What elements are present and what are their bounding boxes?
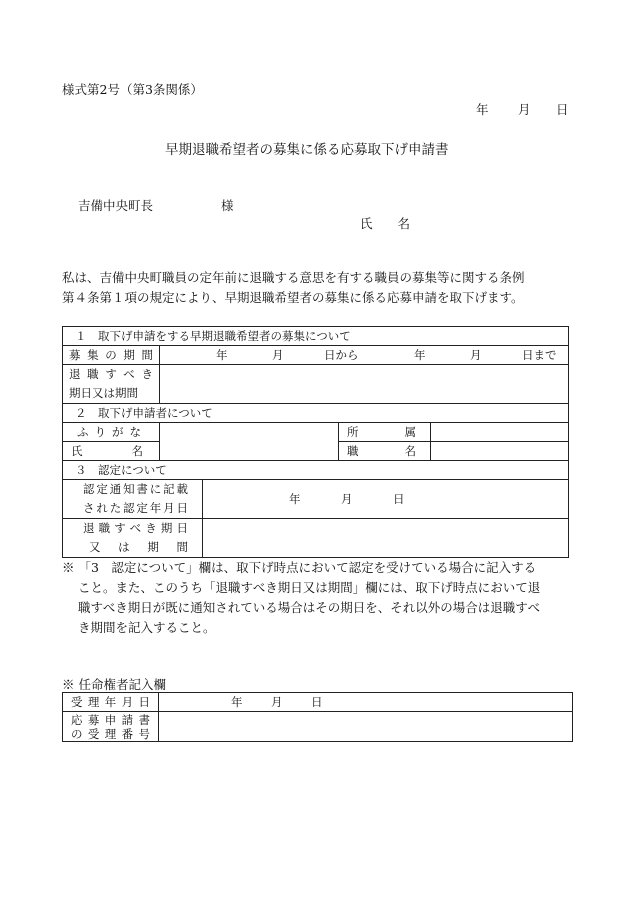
retirement-date-label-line-1: 退職すべき bbox=[69, 367, 153, 381]
body-text-line-1: 私は、吉備中央町職員の定年前に退職する意思を有する職員の募集等に関する条例 bbox=[62, 270, 525, 285]
retirement-date-2-label bbox=[63, 519, 203, 558]
received-year: 年 bbox=[231, 695, 243, 709]
furigana-label: ふりがな bbox=[63, 423, 160, 442]
recruitment-period-row bbox=[63, 346, 569, 365]
section-3-row bbox=[63, 461, 569, 480]
period-month-2: 月 bbox=[470, 348, 482, 362]
section-2-row bbox=[63, 404, 569, 423]
receipt-number-label-line-2: の受理番号 bbox=[71, 726, 150, 741]
retirement-date-2-field[interactable] bbox=[203, 519, 569, 558]
receipt-number-label bbox=[63, 712, 159, 742]
recruitment-period-field[interactable] bbox=[160, 346, 569, 365]
appointer-heading: ※ 任命権者記入欄 bbox=[62, 677, 166, 692]
section-3-heading: ３ 認定について bbox=[63, 461, 569, 480]
recruitment-period-label: 募集の期間 bbox=[63, 346, 160, 365]
section-1-heading: １ 取下げ申請をする早期退職希望者の募集について bbox=[63, 327, 569, 346]
section-2-heading: ２ 取下げ申請者について bbox=[63, 404, 569, 423]
applicant-name-label: 氏 名 bbox=[360, 216, 411, 231]
certification-date-label bbox=[63, 480, 203, 519]
furigana-field[interactable] bbox=[160, 423, 339, 442]
period-year-1: 年 bbox=[216, 348, 228, 362]
retirement-date-field[interactable] bbox=[160, 365, 569, 404]
received-date-label: 受理年月日 bbox=[63, 693, 159, 712]
date-month: 月 bbox=[518, 102, 531, 117]
period-day-2: 日まで bbox=[522, 348, 557, 362]
certification-date-field[interactable] bbox=[203, 480, 569, 519]
cert-date-year: 年 bbox=[289, 492, 301, 506]
addressee-honorific: 様 bbox=[221, 198, 234, 213]
period-day-1: 日から bbox=[324, 348, 359, 362]
received-date-field[interactable] bbox=[159, 693, 573, 712]
certification-date-row bbox=[63, 480, 569, 519]
retirement-date-label bbox=[63, 365, 160, 404]
certification-date-label-line-1: 認定通知書に記載 bbox=[83, 482, 188, 496]
form-label: 様式第2号（第3条関係） bbox=[62, 82, 203, 97]
application-table bbox=[62, 326, 569, 558]
date-day: 日 bbox=[556, 102, 569, 117]
receipt-number-row bbox=[63, 712, 573, 742]
retirement-date-2-label-line-2: 又は期間 bbox=[89, 540, 188, 554]
receipt-number-field[interactable] bbox=[159, 712, 573, 742]
applicant-name-row bbox=[63, 442, 569, 461]
section-1-row bbox=[63, 327, 569, 346]
retirement-date-2-row bbox=[63, 519, 569, 558]
document-title: 早期退職希望者の募集に係る応募取下げ申請書 bbox=[165, 142, 449, 158]
received-month: 月 bbox=[271, 695, 283, 709]
certification-date-label-line-2: された認定年月日 bbox=[83, 501, 188, 515]
name-field[interactable] bbox=[160, 442, 339, 461]
position-field[interactable] bbox=[431, 442, 569, 461]
affiliation-label: 所属 bbox=[339, 423, 431, 442]
received-date-row bbox=[63, 693, 573, 712]
period-year-2: 年 bbox=[414, 348, 426, 362]
note-line-4: き期間を記入すること。 bbox=[78, 620, 216, 635]
cert-date-day: 日 bbox=[393, 492, 405, 506]
note-line-2: こと。また、このうち「退職すべき期日又は期間」欄には、取下げ時点において退 bbox=[78, 580, 541, 595]
addressee-name: 吉備中央町長 bbox=[78, 198, 154, 213]
period-month-1: 月 bbox=[272, 348, 284, 362]
body-text-line-2: 第４条第１項の規定により、早期退職希望者の募集に係る応募申請を取下げます。 bbox=[62, 290, 524, 305]
cert-date-month: 月 bbox=[341, 492, 353, 506]
note-line-3: 職すべき期日が既に通知されている場合はその期日を、それ以外の場合は退職すべ bbox=[78, 600, 541, 615]
retirement-date-row bbox=[63, 365, 569, 404]
position-label: 職名 bbox=[339, 442, 431, 461]
received-day: 日 bbox=[311, 695, 323, 709]
note-line-1: ※ 「3 認定について」欄は、取下げ時点において認定を受けている場合に記入する bbox=[62, 560, 537, 575]
retirement-date-2-label-line-1: 退職すべき期日 bbox=[83, 521, 188, 535]
date-year: 年 bbox=[476, 102, 489, 117]
affiliation-field[interactable] bbox=[431, 423, 569, 442]
name-label: 氏名 bbox=[63, 442, 160, 461]
receipt-number-label-line-1: 応募申請書 bbox=[71, 712, 150, 727]
furigana-row bbox=[63, 423, 569, 442]
retirement-date-label-line-2: 期日又は期間 bbox=[69, 386, 138, 400]
appointer-table bbox=[62, 692, 573, 742]
